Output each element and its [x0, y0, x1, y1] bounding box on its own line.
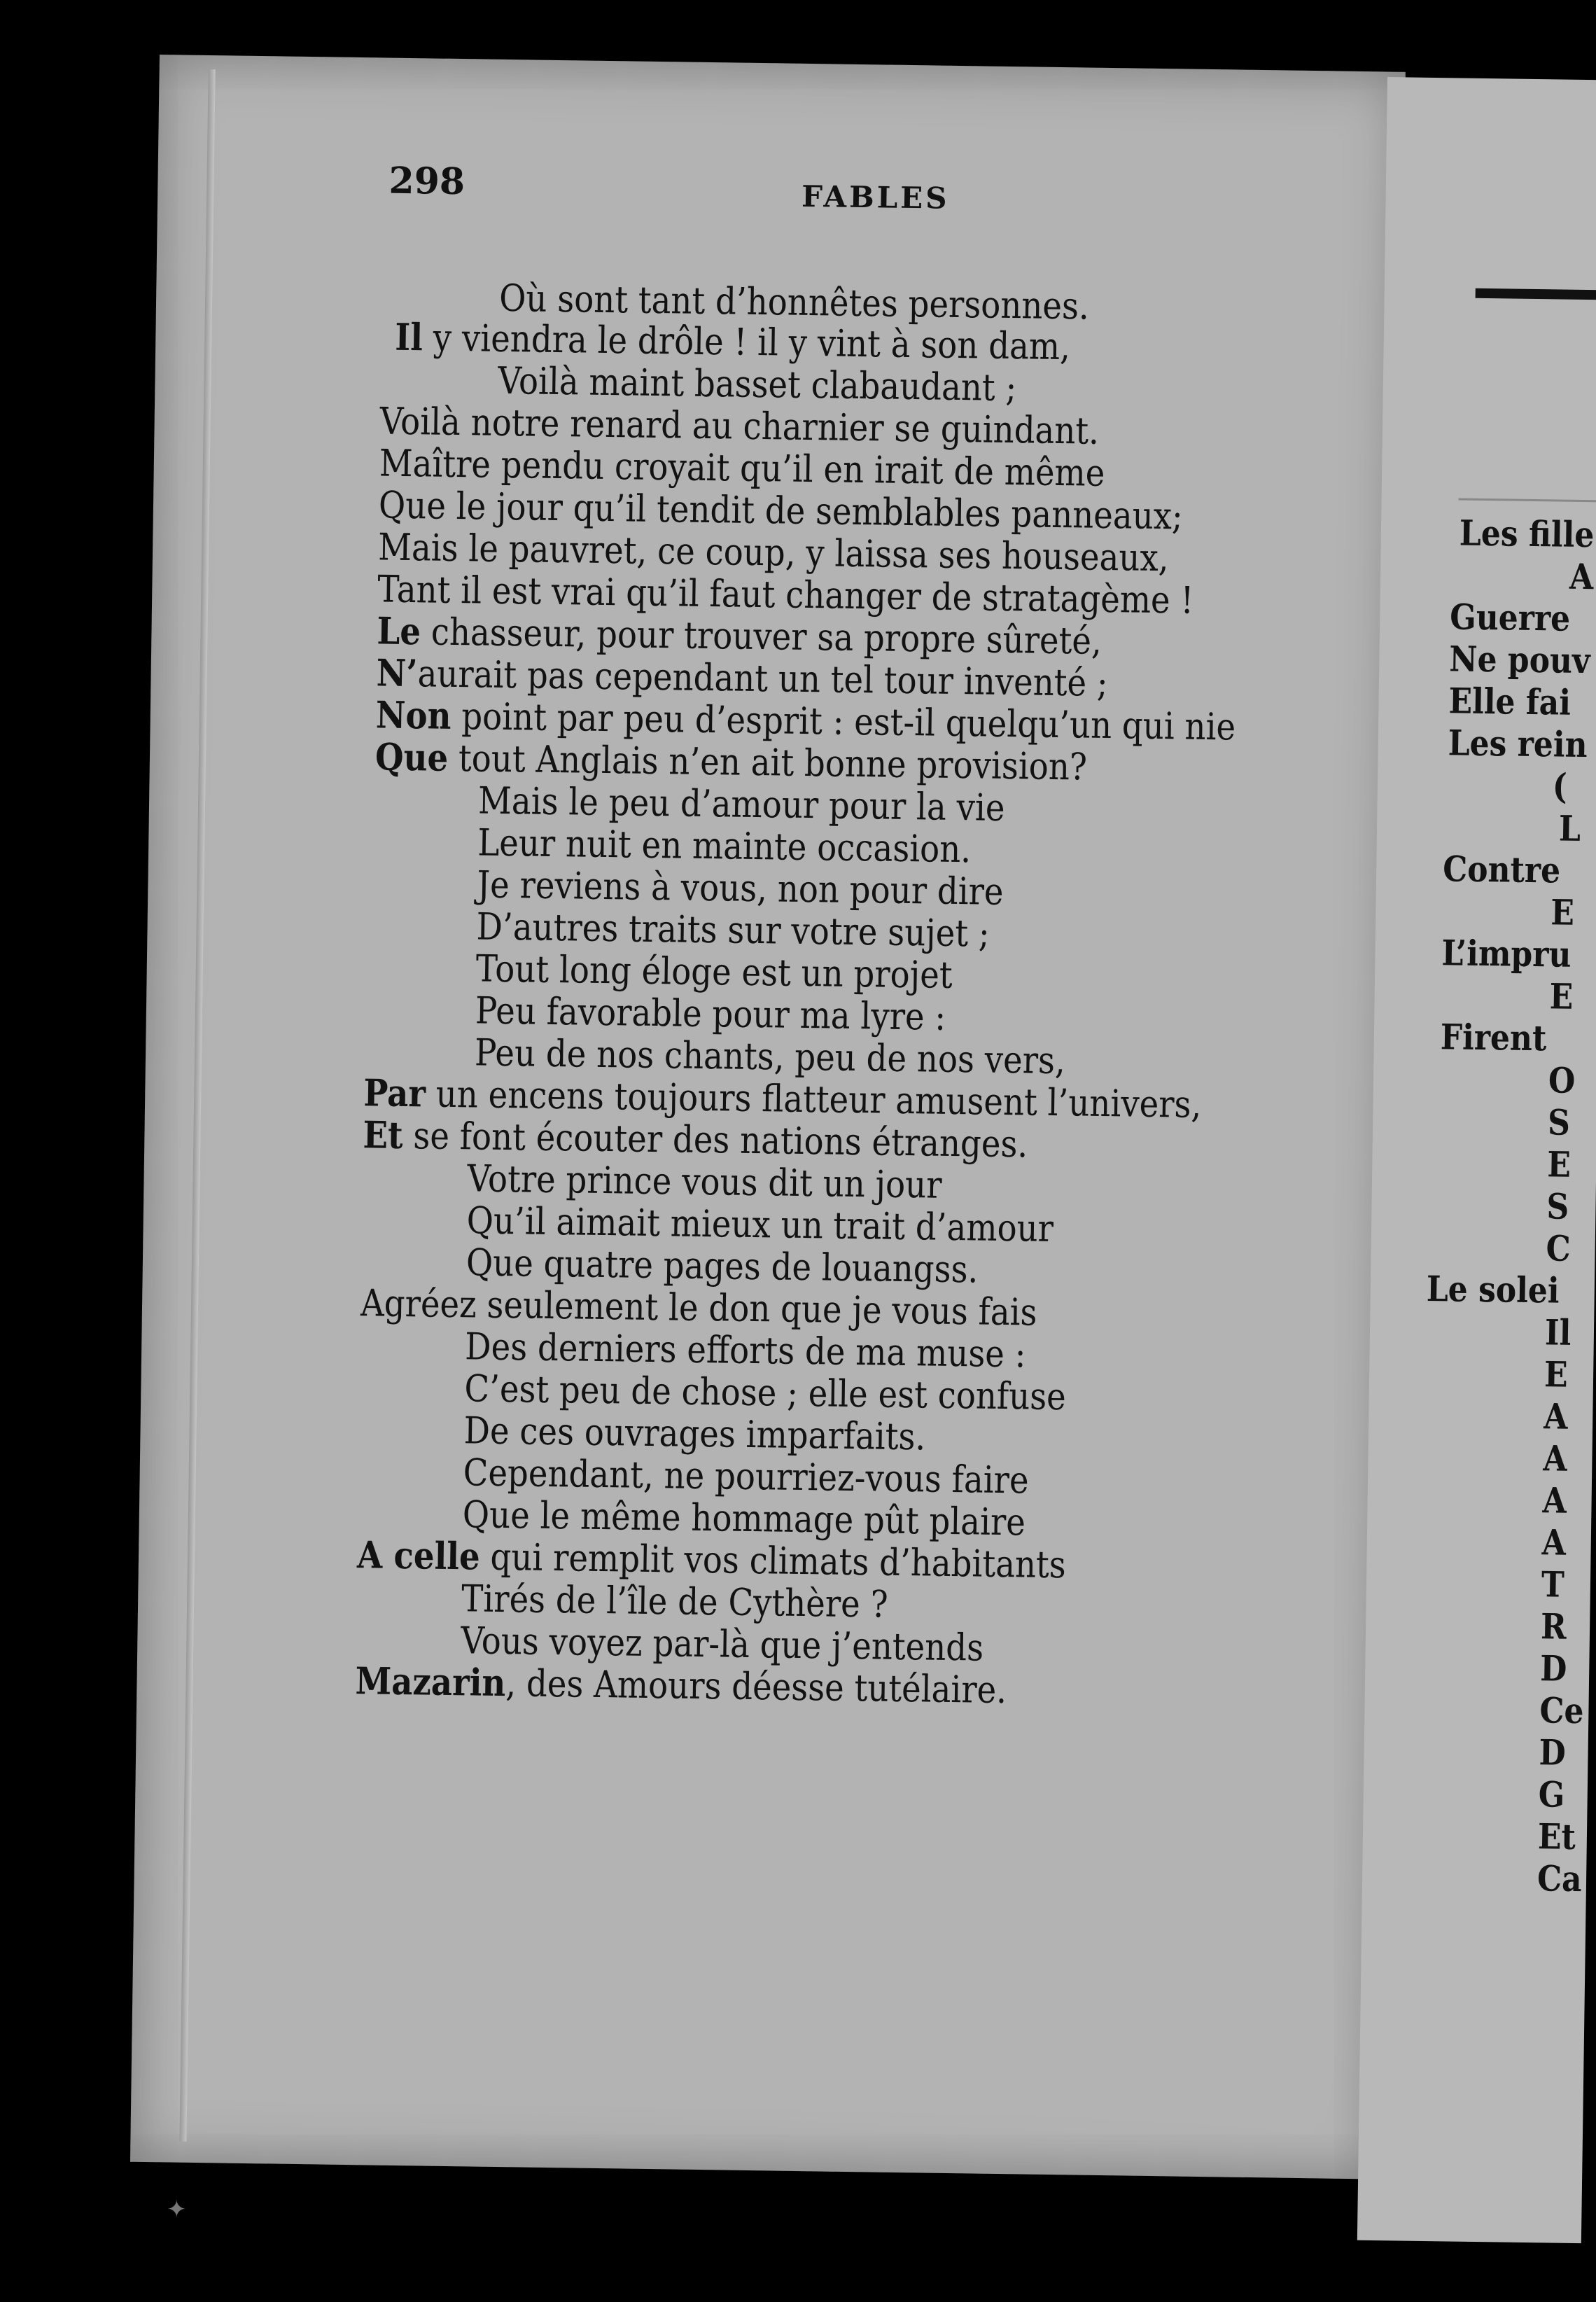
verse-line: D’autres traits sur votre sujet ; [476, 905, 990, 956]
verse-line: Vous voyez par-là que j’entends [460, 1619, 984, 1670]
verse-line: Que quatre pages de louangss. [465, 1241, 979, 1292]
adjacent-fragment: Ca [1536, 1857, 1583, 1900]
adjacent-fragment: O [1548, 1059, 1576, 1101]
adjacent-fragment: Le solei [1426, 1267, 1560, 1311]
adjacent-fragment: ( [1552, 765, 1568, 807]
verse-line: Qu’il aimait mieux un trait d’amour [466, 1199, 1054, 1250]
adjacent-fragment: Elle fai [1448, 680, 1572, 723]
adjacent-fragment: L’impru [1441, 932, 1572, 975]
verse-line: Non point par peu d’esprit : est-il quelqu’un qui nie [375, 693, 1236, 749]
adjacent-fragment: A [1569, 555, 1594, 598]
verse-line: Voilà maint basset clabaudant ; [498, 359, 1017, 410]
verse-line: Votre prince vous dit un jour [467, 1157, 942, 1207]
verse-line: Mazarin, des Amours déesse tutélaire. [355, 1659, 1007, 1712]
adjacent-fragment: A [1543, 1437, 1568, 1479]
adjacent-fragment: D [1539, 1731, 1567, 1773]
adjacent-fragment: Les rein [1448, 722, 1588, 766]
verse-line: Où sont tant d’honnêtes personnes. [498, 277, 1090, 328]
adjacent-fragment: A [1543, 1395, 1568, 1437]
adjacent-fragment: Firent [1440, 1016, 1547, 1059]
adjacent-fragment: S [1547, 1101, 1571, 1143]
verse-line: Peu de nos chants, peu de nos vers, [474, 1031, 1066, 1083]
verse-line: Que le jour qu’il tendit de semblables panneaux; [378, 484, 1184, 538]
verse-line: Tout long éloge est un projet [475, 947, 953, 997]
page-number: 298 [388, 159, 465, 204]
verse-line: Que le même hommage pût plaire [462, 1493, 1026, 1544]
verse-line: C’est peu de chose ; elle est confuse [464, 1367, 1067, 1419]
adjacent-fragment: Contre [1442, 848, 1561, 891]
page-edge [179, 69, 215, 2142]
verse-line: Je reviens à vous, non pour dire [477, 863, 1004, 914]
adjacent-fragment: S [1546, 1185, 1569, 1227]
verse-line: Agréez seulement le don que je vous fais [360, 1282, 1037, 1334]
verse-line: Tirés de l’île de Cythère ? [461, 1577, 889, 1626]
poem [158, 223, 1404, 1712]
verse-line: Cependant, ne pourriez-vous faire [463, 1451, 1029, 1502]
adjacent-fragment: E [1550, 891, 1575, 933]
scan-artifact-icon: ✦ [167, 2196, 187, 2224]
adjacent-fragment: R [1540, 1605, 1567, 1647]
verse-line: N’aurait pas cependant un tel tour inventé ; [376, 651, 1109, 705]
verse-line: Par un encens toujours flatteur amusent l’univers, [363, 1071, 1202, 1126]
adjacent-fragment: Guerre [1449, 596, 1571, 639]
verse-line: Des derniers efforts de ma muse : [464, 1325, 1026, 1376]
thin-rule [1459, 498, 1596, 502]
verse-line: Peu favorable pour ma lyre : [475, 989, 946, 1039]
adjacent-fragment: T [1541, 1563, 1565, 1605]
adjacent-fragment: G [1538, 1773, 1565, 1815]
adjacent-fragment: E [1544, 1353, 1569, 1395]
verse-line: Voilà notre renard au charnier se guindant. [379, 400, 1100, 453]
verse-line: Tant il est vrai qu’il faut changer de stratagème ! [377, 568, 1194, 622]
adjacent-fragment: Les fille [1459, 512, 1595, 556]
adjacent-fragment: Ne pouv [1448, 638, 1591, 682]
verse-line: Il y viendra le drôle ! il y vint à son dam, [394, 315, 1071, 369]
book-page [130, 55, 1406, 2179]
verse-line: Et se font écouter des nations étranges. [363, 1113, 1028, 1166]
verse-line: Mais le pauvret, ce coup, y laissa ses houseaux, [377, 526, 1170, 580]
adjacent-fragment: A [1541, 1521, 1567, 1563]
adjacent-page [1357, 77, 1596, 2243]
verse-line: Que tout Anglais n’en ait bonne provision? [374, 735, 1088, 789]
verse-line: Maître pendu croyait qu’il en irait de même [379, 442, 1105, 495]
verse-line: Mais le peu d’amour pour la vie [477, 779, 1005, 830]
adjacent-fragment: E [1546, 1143, 1572, 1185]
running-head: FABLES [801, 179, 950, 216]
adjacent-fragment: Et [1537, 1815, 1576, 1857]
verse-line: De ces ouvrages imparfaits. [463, 1409, 926, 1459]
verse-line: Le chasseur, pour trouver sa propre sûreté, [377, 609, 1102, 663]
adjacent-fragment: A [1542, 1479, 1567, 1521]
adjacent-fragment: Il [1544, 1311, 1572, 1353]
adjacent-fragment: L [1558, 807, 1581, 849]
thick-rule [1476, 288, 1596, 300]
adjacent-fragment: E [1549, 975, 1574, 1017]
adjacent-fragment: D [1539, 1647, 1567, 1689]
verse-line: A celle qui remplit vos climats d’habitants [356, 1533, 1067, 1587]
verse-line: Leur nuit en mainte occasion. [477, 821, 972, 872]
adjacent-fragment: Ce [1539, 1689, 1584, 1732]
adjacent-fragment: C [1546, 1227, 1572, 1269]
